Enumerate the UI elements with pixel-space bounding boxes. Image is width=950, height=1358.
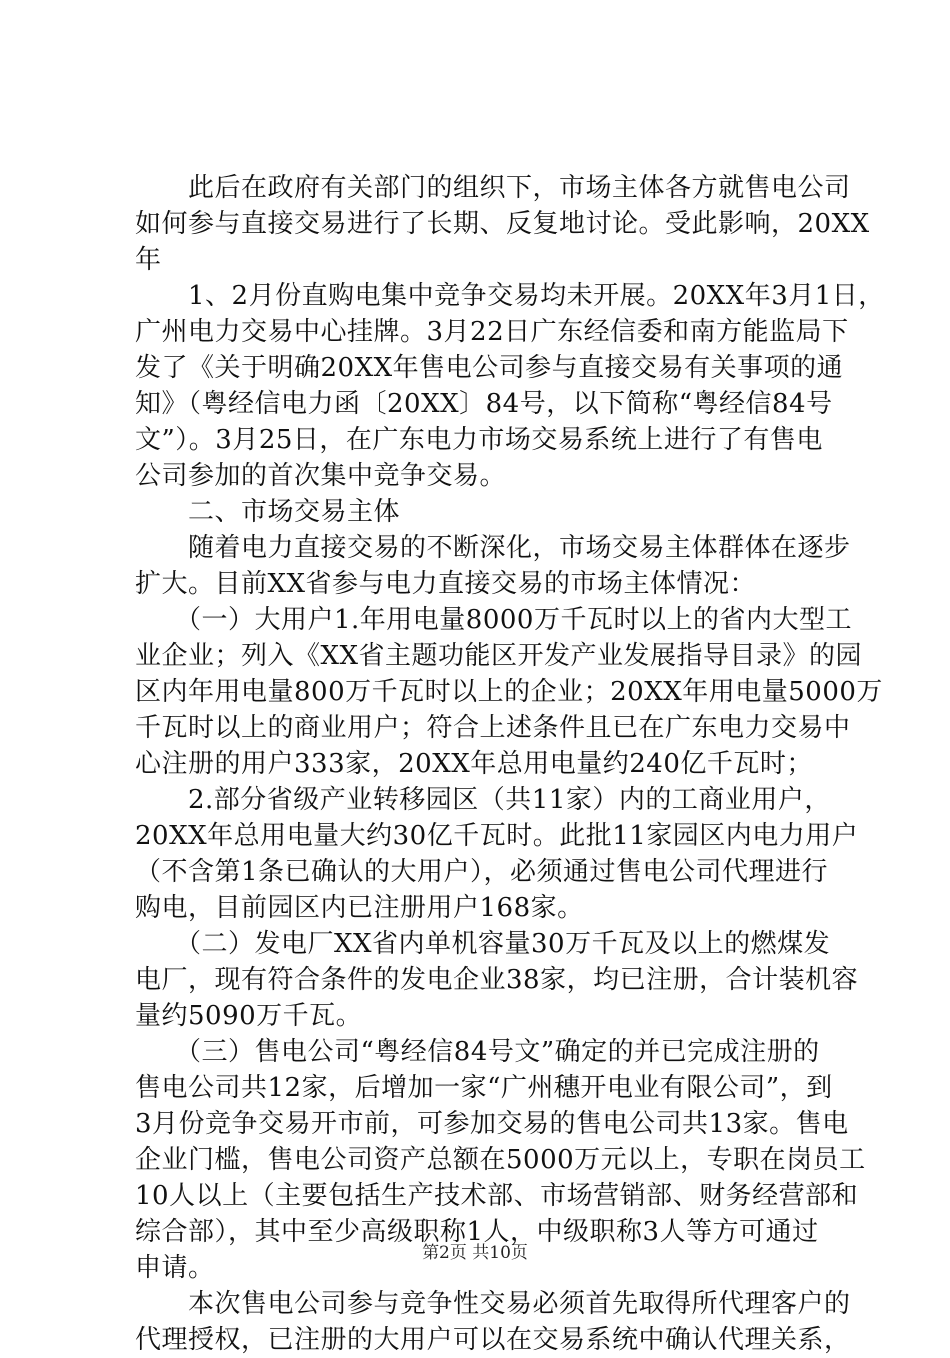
text-line: （不含第1条已确认的大用户），必须通过售电公司代理进行	[135, 857, 829, 887]
text-line: 综合部），其中至少高级职称1人，中级职称3人等方可通过	[135, 1217, 819, 1247]
text-line: 量约5090万千瓦。	[135, 1001, 363, 1031]
text-line: 公司参加的首次集中竞争交易。	[135, 461, 507, 491]
text-line: 20XX年总用电量大约30亿千瓦时。此批11家园区内电力用户	[135, 821, 859, 851]
text-line: 心注册的用户333家，20XX年总用电量约240亿千瓦时；	[135, 749, 813, 779]
text-line: 随着电力直接交易的不断深化，市场交易主体群体在逐步	[135, 533, 851, 563]
text-line: 年	[135, 245, 162, 275]
text-line: 二、市场交易主体	[135, 497, 401, 527]
text-line: 售电公司共12家，后增加一家“广州穗开电业有限公司”，到	[135, 1073, 833, 1103]
text-line: （三）售电公司“粤经信84号文”确定的并已完成注册的	[135, 1037, 820, 1067]
text-line: 知》（粤经信电力函〔20XX〕84号，以下简称“粤经信84号	[135, 389, 833, 419]
text-line: 业企业；列入《XX省主题功能区开发产业发展指导目录》的园	[135, 641, 863, 671]
text-line: 广州电力交易中心挂牌。3月22日广东经信委和南方能监局下	[135, 317, 849, 347]
text-line: 企业门槛，售电公司资产总额在5000万元以上，专职在岗员工	[135, 1145, 866, 1175]
text-line: 购电，目前园区内已注册用户168家。	[135, 893, 584, 923]
text-line: 千瓦时以上的商业用户；符合上述条件且已在广东电力交易中	[135, 713, 851, 743]
text-line: 10人以上（主要包括生产技术部、市场营销部、财务经营部和	[135, 1181, 859, 1211]
text-line: 代理授权，已注册的大用户可以在交易系统中确认代理关系，	[135, 1325, 851, 1355]
text-line: 区内年用电量800万千瓦时以上的企业；20XX年用电量5000万	[135, 677, 883, 707]
text-line: 发了《关于明确20XX年售电公司参与直接交易有关事项的通	[135, 353, 844, 383]
text-line: 文”）。3月25日，在广东电力市场交易系统上进行了有售电	[135, 425, 823, 455]
text-line: 如何参与直接交易进行了长期、反复地讨论。受此影响，20XX	[135, 209, 870, 239]
text-line: （二）发电厂XX省内单机容量30万千瓦及以上的燃煤发	[135, 929, 831, 959]
text-line: 电厂，现有符合条件的发电企业38家，均已注册，合计装机容	[135, 965, 859, 995]
text-line: 3月份竞争交易开市前，可参加交易的售电公司共13家。售电	[135, 1109, 849, 1139]
text-line: 申请。	[135, 1253, 215, 1283]
text-line: 2.部分省级产业转移园区（共11家）内的工商业用户，	[135, 785, 831, 815]
text-line: 此后在政府有关部门的组织下，市场主体各方就售电公司	[135, 173, 851, 203]
document-body	[135, 170, 885, 1358]
text-line: 本次售电公司参与竞争性交易必须首先取得所代理客户的	[135, 1289, 851, 1319]
page-footer: 第2页 共10页	[422, 1243, 528, 1263]
text-line: （一）大用户1.年用电量8000万千瓦时以上的省内大型工	[135, 605, 852, 635]
text-line: 1、2月份直购电集中竞争交易均未开展。20XX年3月1日，	[135, 281, 885, 311]
text-line: 扩大。目前XX省参与电力直接交易的市场主体情况：	[135, 569, 757, 599]
